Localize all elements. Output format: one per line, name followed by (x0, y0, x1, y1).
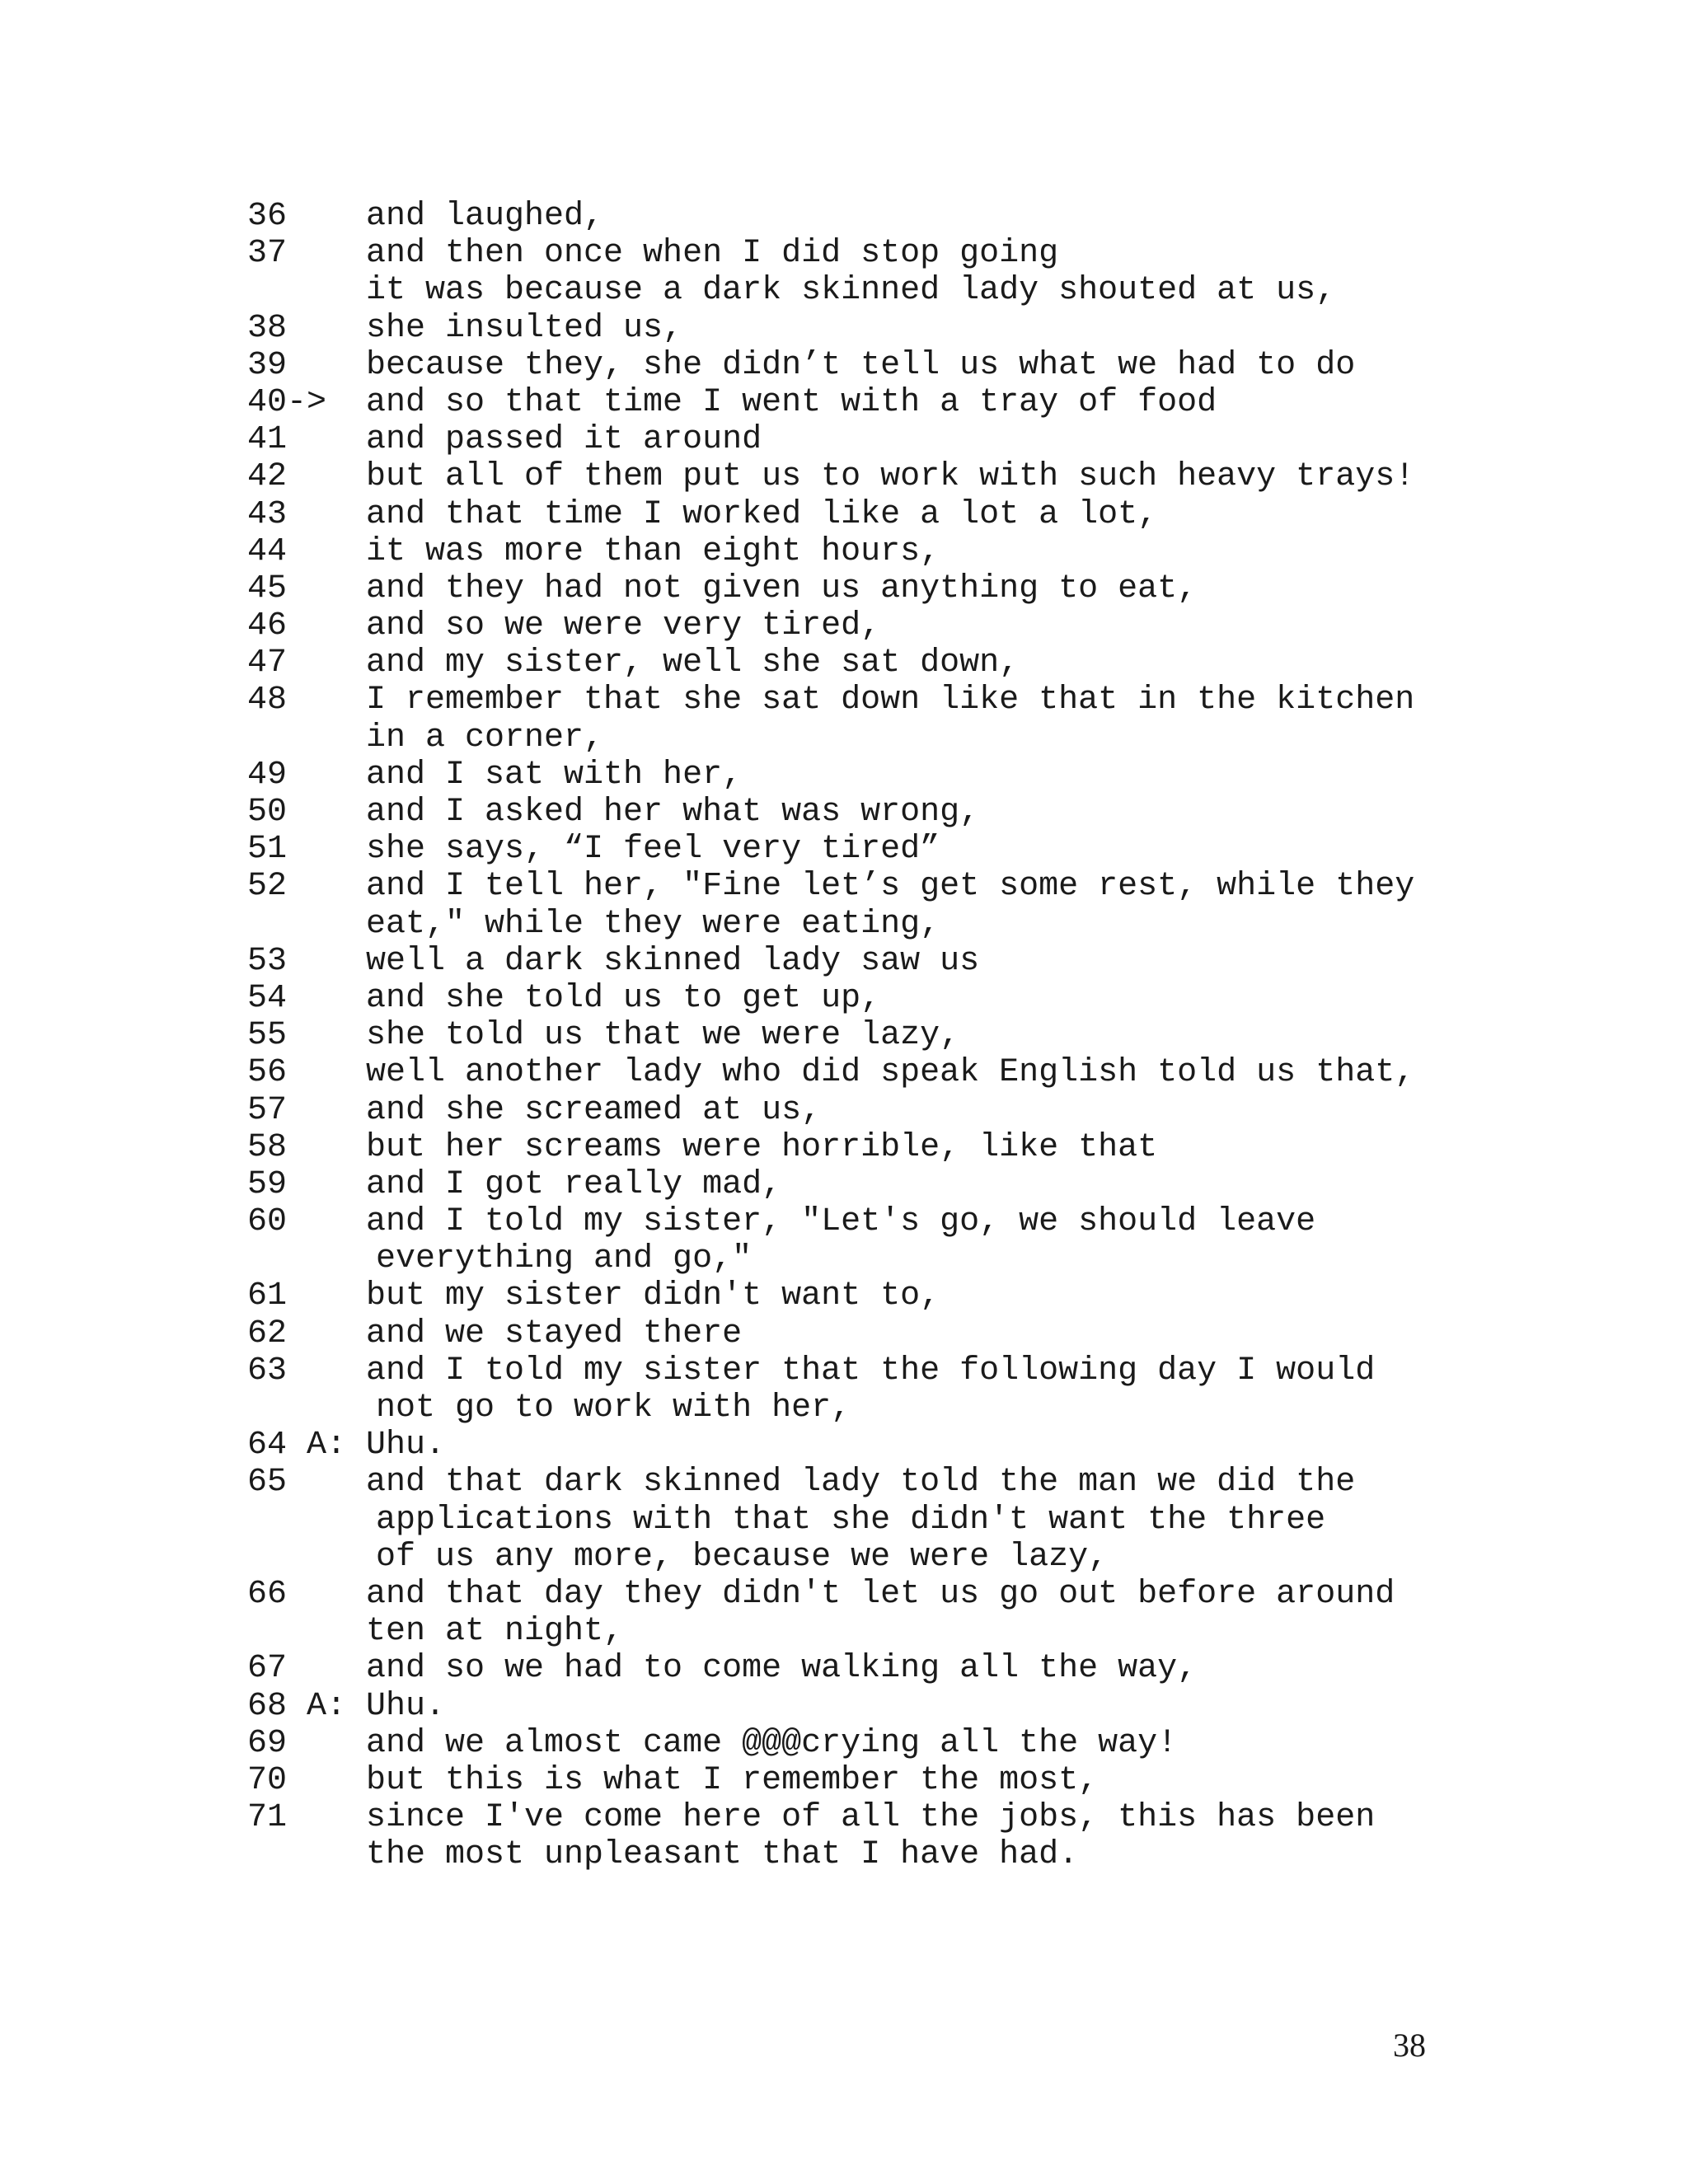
line-text: and we stayed there (366, 1315, 743, 1352)
transcript-line (247, 198, 1451, 235)
line-number: 45 (247, 569, 288, 607)
line-text: well a dark skinned lady saw us (366, 942, 980, 980)
line-text: in a corner, (366, 719, 604, 757)
transcript-line (247, 310, 1451, 347)
transcript-line (247, 943, 1451, 980)
line-text: because they, she didn’t tell us what we had to do (366, 346, 1356, 384)
transcript-line (247, 1502, 1451, 1539)
transcript-line (247, 1539, 1451, 1576)
transcript-line (247, 1390, 1451, 1427)
line-number: 43 (247, 495, 288, 533)
line-text: Uhu. (366, 1687, 446, 1725)
line-text: and laughed, (366, 198, 604, 235)
transcript-line (247, 1836, 1451, 1873)
transcript-line (247, 1017, 1451, 1054)
transcript-line (247, 607, 1451, 644)
line-text: and she screamed at us, (366, 1091, 822, 1129)
line-text: but all of them put us to work with such heavy trays! (366, 458, 1415, 496)
line-number: 53 (247, 942, 288, 980)
line-number: 51 (247, 831, 288, 869)
line-text: Uhu. (366, 1427, 446, 1465)
line-number: 57 (247, 1091, 288, 1129)
transcript-line (247, 1240, 1451, 1277)
line-number: 66 (247, 1575, 288, 1613)
line-number (247, 1390, 366, 1427)
line-text: everything and go," (376, 1240, 753, 1278)
transcript-line (247, 496, 1451, 533)
line-text: I remember that she sat down like that in the kitchen (366, 682, 1415, 719)
line-text: and so we were very tired, (366, 607, 881, 645)
line-text: well another lady who did speak English told us that, (366, 1054, 1415, 1092)
line-text: it was because a dark skinned lady shouted at us, (366, 272, 1336, 310)
line-text: and they had not given us anything to eat, (366, 569, 1198, 607)
page-number: 38 (1393, 2027, 1426, 2064)
line-number: 70 (247, 1761, 288, 1799)
line-text: and so we had to come walking all the way, (366, 1650, 1198, 1688)
line-text: and we almost came @@@crying all the way! (366, 1724, 1178, 1762)
transcript-line (247, 347, 1451, 384)
line-number: 42 (247, 458, 288, 496)
transcript-line (247, 980, 1451, 1017)
line-number (247, 1613, 366, 1650)
line-text: and passed it around (366, 421, 762, 459)
transcript-line (247, 1277, 1451, 1315)
transcript-line (247, 1576, 1451, 1613)
line-text: and I got really mad, (366, 1165, 782, 1203)
line-text: ten at night, (366, 1613, 624, 1651)
line-number: 68 A: (247, 1687, 347, 1725)
transcript-line (247, 1129, 1451, 1166)
transcript-line (247, 1054, 1451, 1091)
transcript-line (247, 235, 1451, 272)
line-number: 47 (247, 644, 288, 682)
line-number: 46 (247, 607, 288, 645)
transcript-line (247, 272, 1451, 309)
line-number: 71 (247, 1799, 288, 1837)
transcript-line (247, 1762, 1451, 1799)
line-number: 36 (247, 198, 288, 235)
line-number: 64 A: (247, 1427, 347, 1465)
line-text: and I asked her what was wrong, (366, 794, 980, 831)
line-number: 52 (247, 868, 288, 906)
line-text: it was more than eight hours, (366, 532, 940, 570)
line-text: she told us that we were lazy, (366, 1017, 960, 1055)
line-number: 61 (247, 1277, 288, 1315)
transcript-line (247, 533, 1451, 570)
line-number: 60 (247, 1203, 288, 1241)
line-text: and my sister, well she sat down, (366, 644, 1020, 682)
line-number: 41 (247, 421, 288, 459)
line-text: and I sat with her, (366, 756, 743, 794)
transcript-line (247, 1799, 1451, 1836)
line-text: applications with that she didn't want the three (376, 1501, 1326, 1539)
line-number (247, 272, 366, 309)
line-text: and then once when I did stop going (366, 235, 1059, 273)
line-number (247, 1836, 366, 1873)
line-text: and I told my sister that the following day I would (366, 1352, 1376, 1390)
line-number: 39 (247, 346, 288, 384)
transcript-line (247, 421, 1451, 458)
transcript-line (247, 1464, 1451, 1501)
line-number: 59 (247, 1165, 288, 1203)
transcript-line (247, 1092, 1451, 1129)
line-number: 50 (247, 794, 288, 831)
line-number (247, 719, 366, 757)
transcript-line (247, 1203, 1451, 1240)
line-number: 49 (247, 756, 288, 794)
line-text: she insulted us, (366, 309, 683, 347)
line-text: she says, “I feel very tired” (366, 831, 940, 869)
line-text: and that time I worked like a lot a lot, (366, 495, 1158, 533)
line-text: but my sister didn't want to, (366, 1277, 940, 1315)
line-number: 48 (247, 682, 288, 719)
line-text: but her screams were horrible, like that (366, 1128, 1158, 1166)
transcript-line (247, 1315, 1451, 1352)
transcript-line (247, 1688, 1451, 1725)
line-number: 63 (247, 1352, 288, 1390)
transcript-line (247, 757, 1451, 794)
transcript-line (247, 1352, 1451, 1390)
transcript-line (247, 1725, 1451, 1762)
transcript-line (247, 682, 1451, 719)
transcript-line (247, 1650, 1451, 1687)
transcript-line (247, 868, 1451, 905)
transcript-line (247, 644, 1451, 682)
transcript-body (247, 198, 1451, 1873)
line-number: 38 (247, 309, 288, 347)
line-number: 54 (247, 979, 288, 1017)
transcript-line (247, 1166, 1451, 1203)
line-text: the most unpleasant that I have had. (366, 1836, 1079, 1874)
line-text: not go to work with her, (376, 1390, 851, 1427)
line-text: but this is what I remember the most, (366, 1761, 1099, 1799)
line-text: and that dark skinned lady told the man we did the (366, 1464, 1356, 1502)
line-number: 56 (247, 1054, 288, 1092)
line-number: 58 (247, 1128, 288, 1166)
line-number: 44 (247, 532, 288, 570)
line-number: 37 (247, 235, 288, 273)
line-number (247, 906, 366, 943)
transcript-line (247, 719, 1451, 757)
line-text: eat," while they were eating, (366, 905, 940, 943)
line-number (247, 1539, 366, 1576)
line-text: of us any more, because we were lazy, (376, 1538, 1109, 1576)
line-number: 67 (247, 1650, 288, 1688)
line-text: and I tell her, "Fine let’s get some rest, while they (366, 868, 1415, 906)
transcript-line (247, 458, 1451, 495)
line-number (247, 1502, 366, 1539)
transcript-line (247, 1613, 1451, 1650)
line-number: 69 (247, 1724, 288, 1762)
transcript-line (247, 384, 1451, 421)
transcript-line (247, 570, 1451, 607)
transcript-line (247, 1427, 1451, 1464)
line-number: 40-> (247, 383, 327, 421)
transcript-line (247, 794, 1451, 831)
line-text: since I've come here of all the jobs, this has been (366, 1799, 1376, 1837)
line-number: 55 (247, 1017, 288, 1055)
line-number: 62 (247, 1315, 288, 1352)
line-number (247, 1240, 366, 1277)
line-number: 65 (247, 1464, 288, 1502)
line-text: and she told us to get up, (366, 979, 881, 1017)
line-text: and that day they didn't let us go out before around (366, 1575, 1395, 1613)
transcript-line (247, 831, 1451, 868)
line-text: and so that time I went with a tray of food (366, 383, 1217, 421)
line-text: and I told my sister, "Let's go, we should leave (366, 1203, 1316, 1241)
transcript-line (247, 906, 1451, 943)
